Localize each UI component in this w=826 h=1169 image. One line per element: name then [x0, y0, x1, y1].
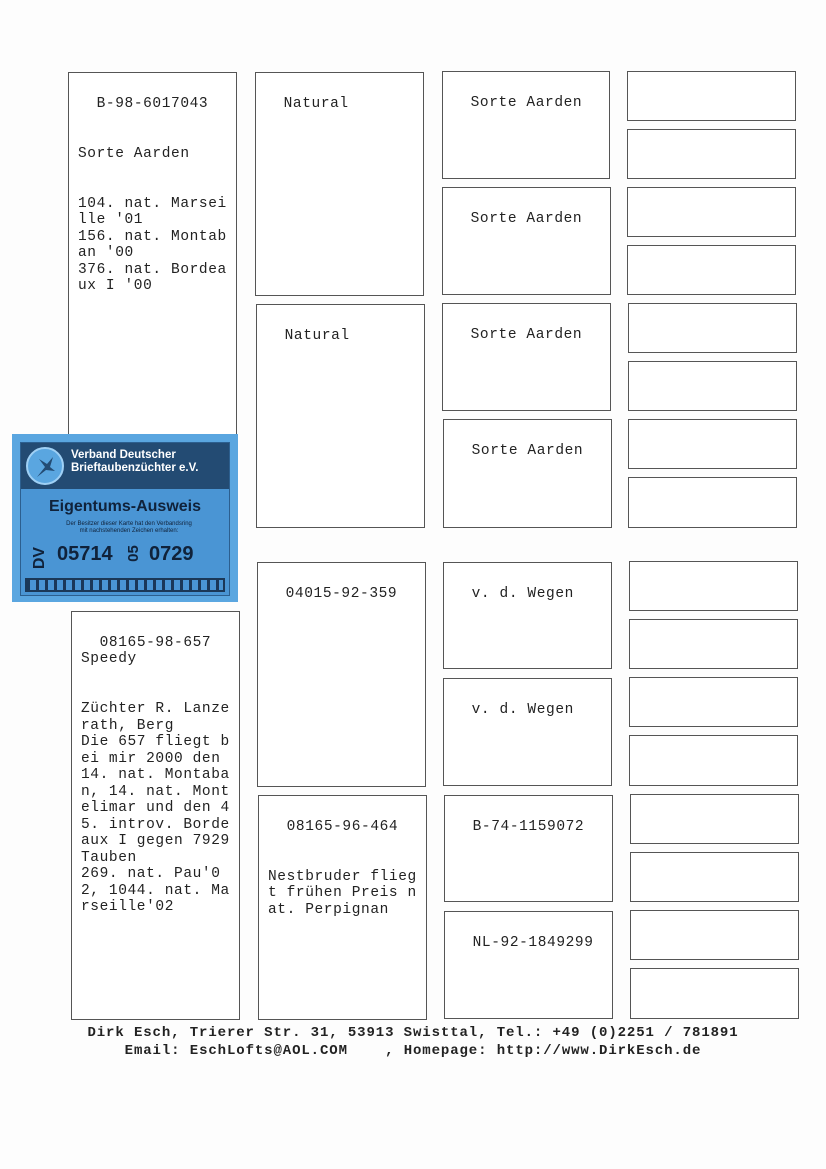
dam-sire-card	[442, 303, 611, 411]
stamp-number-1: 05714	[57, 543, 113, 565]
stamp-organization: Verband Deutscher Brieftaubenzüchter e.V.	[71, 449, 199, 474]
dam2-sire-card	[444, 795, 613, 902]
stamp-note: Der Besitzer dieser Karte hat den Verbandsring mit nachstehenden Zeichen erhalten:	[66, 521, 192, 534]
sire-label: Natural	[283, 95, 349, 112]
dam-card	[256, 304, 425, 528]
dam2-dam-ring: NL-92-1849299	[472, 934, 594, 951]
dam2-dam-card	[444, 911, 613, 1019]
ancestor-box	[628, 303, 797, 353]
ancestor-box	[630, 794, 799, 844]
stamp-header	[21, 443, 229, 489]
stamp-title: Eigentums-Ausweis	[48, 498, 202, 515]
ancestor-box	[629, 561, 798, 611]
subject-name: Sorte Aarden	[78, 145, 190, 162]
sire2-ring: 04015-92-359	[285, 585, 398, 602]
dam2-sire-ring: B-74-1159072	[472, 818, 585, 835]
pigeon-logo-icon	[26, 447, 64, 485]
subject-ring: B-98-6017043	[96, 95, 209, 112]
ancestor-box	[627, 187, 796, 237]
dam-dam-card	[443, 419, 612, 528]
subject2-name: Speedy	[81, 651, 137, 667]
dam-sire-label: Sorte Aarden	[470, 326, 583, 343]
footer-address: Dirk Esch, Trierer Str. 31, 53913 Swisttal, Tel.: +49 (0)2251 / 781891	[87, 1025, 739, 1041]
sire-dam-card	[442, 187, 611, 295]
sire2-dam-card	[443, 678, 612, 786]
ancestor-box	[630, 910, 799, 960]
ancestor-box	[627, 71, 796, 121]
subject2-card	[71, 611, 240, 1020]
dam2-notes: Nestbruder fliegt frühen Preis nat. Perpignan	[268, 868, 417, 918]
subject-results: 104. nat. Marseille '01 156. nat. Montaban '00 376. nat. Bordeaux I '00	[78, 195, 227, 294]
sire2-card	[257, 562, 426, 787]
ancestor-box	[627, 245, 796, 295]
sire2-sire-card	[443, 562, 612, 669]
sire2-dam-label: v. d. Wegen	[471, 701, 574, 718]
subject2-ring: 08165-98-657	[99, 634, 212, 651]
ancestor-box	[629, 677, 798, 727]
ancestor-box	[628, 419, 797, 469]
ancestor-box	[628, 477, 797, 528]
stamp-number-3: 0729	[149, 543, 194, 565]
sire-sire-card	[442, 71, 610, 179]
footer-contact: Email: EschLofts@AOL.COM , Homepage: http://www.DirkEsch.de	[124, 1043, 702, 1059]
ownership-stamp	[12, 434, 238, 602]
ancestor-box	[629, 735, 798, 786]
ancestor-box	[630, 968, 799, 1019]
stamp-prefix: DV	[31, 546, 49, 570]
subject-card	[68, 72, 237, 452]
sire-card	[255, 72, 424, 296]
ancestor-box	[627, 129, 796, 179]
dam2-ring: 08165-96-464	[286, 818, 399, 835]
ancestor-box	[629, 619, 798, 669]
ancestor-box	[628, 361, 797, 411]
stamp-number-2: 05	[124, 545, 142, 562]
sire-dam-label: Sorte Aarden	[470, 210, 583, 227]
subject2-notes: Züchter R. Lanzerath, Berg Die 657 fliegt bei mir 2000 den 14. nat. Montaban, 14. nat. Montelimar und den 45. introv. Bordeaux I gegen 7929 Tauben 269. nat. Pau'02, 1044. nat. Marseille'02	[81, 701, 230, 915]
dam-label: Natural	[284, 327, 350, 344]
sire-sire-label: Sorte Aarden	[470, 94, 583, 111]
dam-dam-label: Sorte Aarden	[471, 442, 584, 459]
stamp-ornament	[25, 578, 225, 592]
sire2-sire-label: v. d. Wegen	[471, 585, 574, 602]
dam2-card	[258, 795, 427, 1020]
ancestor-box	[630, 852, 799, 902]
